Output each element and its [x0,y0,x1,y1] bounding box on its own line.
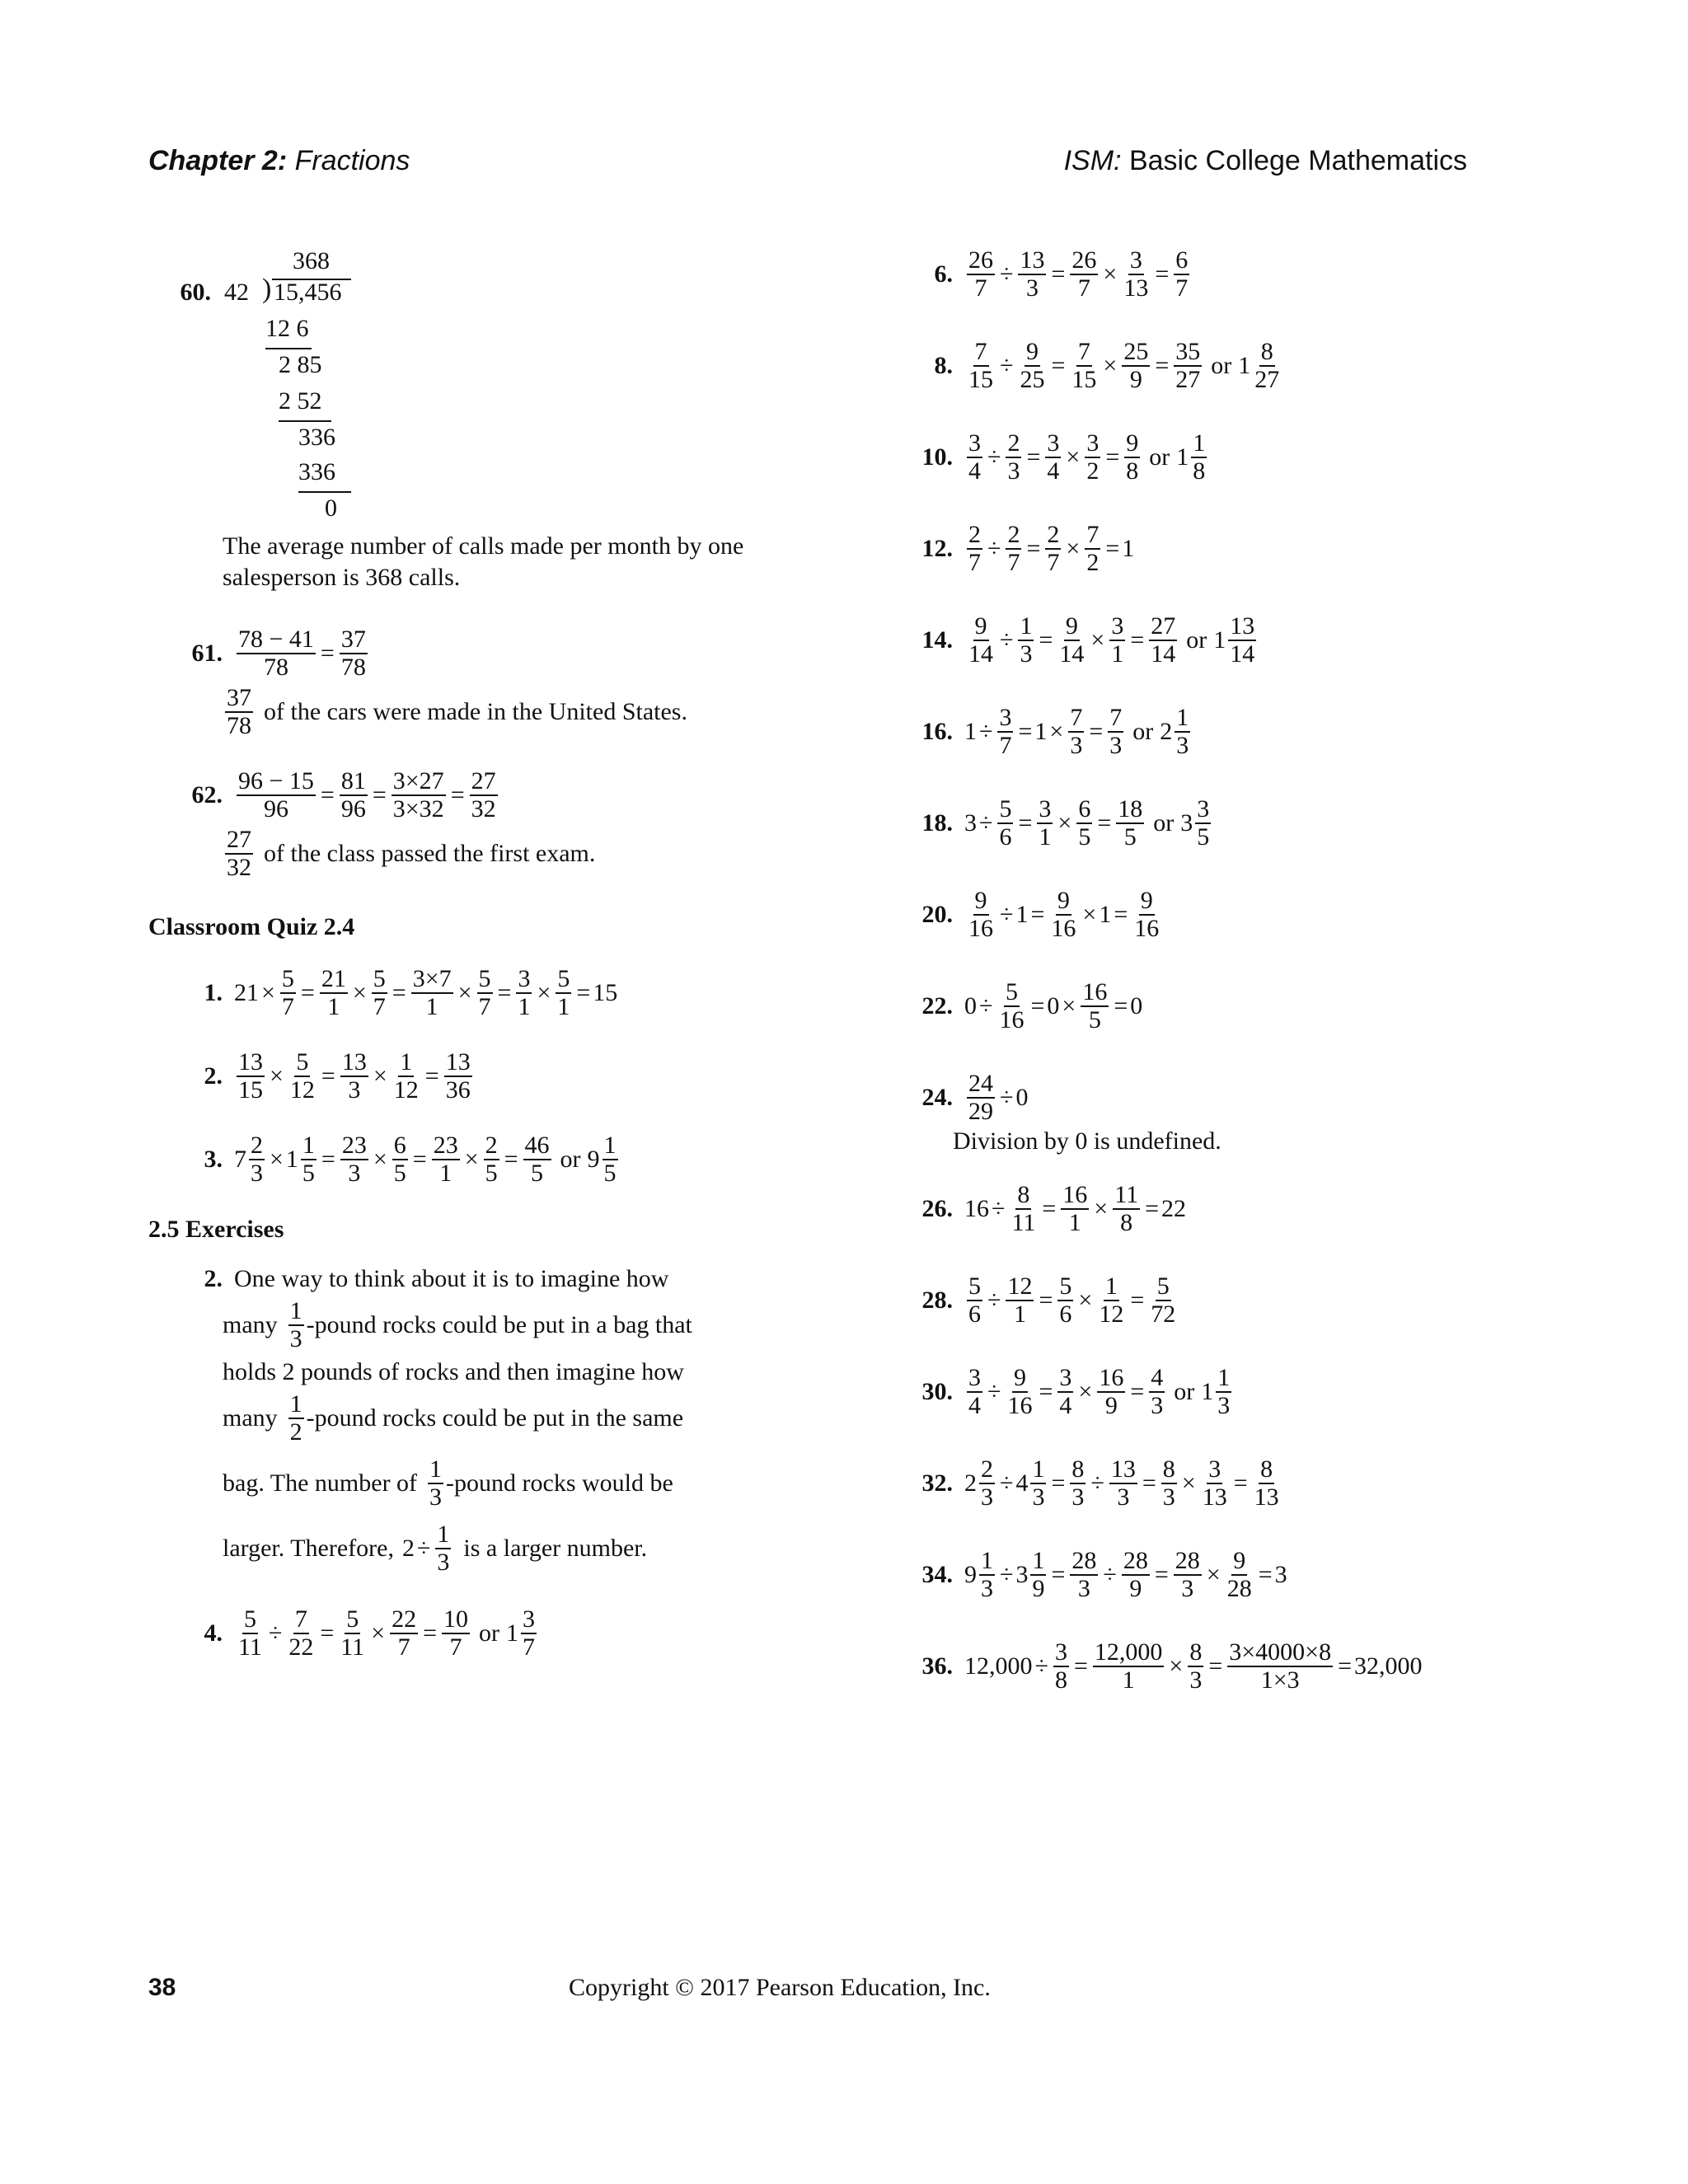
problem-number: 26. [921,1194,953,1222]
text-line: many [223,1404,278,1432]
text-line: many [223,1310,278,1338]
problem-number: 20. [921,900,953,928]
exercise-32 [879,1456,1554,1510]
division-step: 2 52 [279,387,322,415]
exercise-34 [879,1548,1554,1601]
quiz-problem-2 [148,1049,841,1103]
exercise-30 [879,1365,1554,1418]
problem-number: 4. [204,1619,223,1647]
problem-number: 30. [921,1377,953,1405]
equation: $\frac{26}{7}$ ÷ $\frac{13}{3}$ = $\frac{26}{7}$ × $\frac{3}{13}$ = $\frac{6}{7}$ [968,246,1189,302]
exercise-20 [879,888,1554,941]
equation: $\frac{78 - 41}{78}$ = $\frac{37}{78}$ [238,626,366,681]
right-column [879,247,1554,1693]
problem-number: 10. [921,443,953,471]
division-step: 12 6 [265,315,309,342]
chapter-title: Fractions [294,145,410,176]
text-line: is a larger number. [463,1534,648,1562]
exercise-36 [879,1639,1554,1693]
exercise-16 [879,705,1554,758]
exercise-10 [879,430,1554,484]
exercise-24 [879,1071,1554,1124]
equation: 16 ÷ $\frac{8}{11}$ = $\frac{16}{1}$ × $\frac{11}{8}$ = 22 [964,1181,1187,1236]
exercise-2: 2. One way to think about it is to imagine how many $\frac{1}{3}$ -pound rocks could be put in a bag that holds 2 pounds of rocks and then imagine how many $\frac{1}{2}$ -pound rocks could be put in the same bag. The number of $\frac{1}{3}$ -pound rocks would be larger. Therefore, 2 ÷ $\frac{1}{3}$ is a larger number. [148,1263,841,1575]
problem-number: 32. [921,1469,953,1497]
problem-number: 16. [921,717,953,745]
problem-number: 6. [934,260,953,288]
equation: 2 $\frac{2}{3}$ ÷ 4 $\frac{1}{3}$ = $\frac{8}{3}$ ÷ $\frac{13}{3}$ = $\frac{8}{3}$ × $\frac{3}{13}$ = $\frac{8}{13}$ [964,1455,1279,1511]
page-number: 38 [148,1974,176,2001]
exercise-6 [879,247,1554,301]
division-step: 0 [325,494,337,522]
exercise-24-note: Division by 0 is undefined. [953,1127,1221,1155]
exercise-18 [879,796,1554,850]
chapter-label: Chapter 2: [148,145,288,176]
problem-number: 2. [204,1265,223,1292]
equation: $\frac{3}{4}$ ÷ $\frac{9}{16}$ = $\frac{3}{4}$ × $\frac{16}{9}$ = $\frac{4}{3}$ or 1 $\frac{1}{3}$ [968,1364,1231,1419]
equation: 7 $\frac{2}{3}$ × 1 $\frac{1}{5}$ = $\frac{23}{3}$ × $\frac{6}{5}$ = $\frac{23}{1}$ × $\frac{2}{5}$ = $\frac{46}{5}$ or 9 $\frac{1}{5}$ [234,1132,617,1187]
division-step: 336 [298,458,335,485]
division-step: 336 [298,424,335,451]
equation: 3 ÷ $\frac{5}{6}$ = $\frac{3}{1}$ × $\frac{6}{5}$ = $\frac{18}{5}$ or 3 $\frac{3}{5}$ [964,795,1210,851]
step-line [279,420,331,422]
equation: 0 ÷ $\frac{5}{16}$ = 0 × $\frac{16}{5}$ = 0 [964,978,1143,1033]
problem-number: 22. [921,991,953,1019]
text-line: holds 2 pounds of rocks and then imagine how [223,1358,684,1385]
problem-number: 36. [921,1652,953,1680]
book-label: ISM: [1063,145,1122,176]
problem-number: 1. [204,978,223,1006]
equation: 21 × $\frac{5}{7}$ = $\frac{21}{1}$ × $\frac{5}{7}$ = $\frac{3\times 7}{1}$ × $\frac{5}{7}$ = $\frac{3}{1}$ × $\frac{5}{1}$ = 15 [234,965,618,1020]
problem-number: 18. [921,808,953,837]
division-step: 2 85 [279,351,322,378]
chapter-header [148,145,410,177]
book-title: Basic College Mathematics [1128,145,1467,176]
exercise-8 [879,339,1554,392]
problem-60 [148,247,841,527]
exercise-26 [879,1182,1554,1235]
section-heading-exercises: 2.5 Exercises [148,1216,284,1243]
exercise-4 [148,1606,841,1660]
equation: $\frac{9}{16}$ ÷ 1 = $\frac{9}{16}$ × 1 = $\frac{9}{16}$ [968,887,1160,942]
section-heading-quiz: Classroom Quiz 2.4 [148,913,355,940]
step-line [298,491,351,493]
equation: $\frac{5}{6}$ ÷ $\frac{12}{1}$ = $\frac{5}{6}$ × $\frac{1}{12}$ = $\frac{5}{72}$ [968,1272,1176,1328]
problem-number: 2. [204,1062,223,1090]
copyright-notice: Copyright © 2017 Pearson Education, Inc. [569,1974,991,2001]
quotient: 368 [293,247,330,274]
problem-number: 28. [921,1286,953,1314]
text-line: -pound rocks could be put in a bag that [306,1310,692,1338]
exercise-22 [879,979,1554,1033]
equation: $\frac{9}{14}$ ÷ $\frac{1}{3}$ = $\frac{9}{14}$ × $\frac{3}{1}$ = $\frac{27}{14}$ or 1 $\frac{13}{14}$ [968,612,1255,668]
problem-61 [148,626,841,680]
equation: $\frac{3}{4}$ ÷ $\frac{2}{3}$ = $\frac{3}{4}$ × $\frac{3}{2}$ = $\frac{9}{8}$ or 1 $\frac{1}{8}$ [968,429,1206,485]
quiz-problem-1 [148,966,841,1019]
problem-61-answer: $\frac{37}{78}$ of the cars were made in the United States. [227,684,687,739]
problem-62-answer: $\frac{27}{32}$ of the class passed the first exam. [227,826,596,881]
exercise-14 [879,613,1554,667]
text-line: One way to think about it is to imagine how [234,1265,669,1292]
problem-number: 60. [180,279,211,306]
problem-number: 12. [921,534,953,562]
dividend: 15,456 [274,279,342,306]
problem-60-answer: The average number of calls made per month by one salesperson is 368 calls. [223,532,744,591]
problem-number: 61. [191,639,223,667]
left-column [148,247,841,1660]
divisor: 42 [224,279,249,306]
equation: $\frac{7}{15}$ ÷ $\frac{9}{25}$ = $\frac{7}{15}$ × $\frac{25}{9}$ = $\frac{35}{27}$ or 1 $\frac{8}{27}$ [968,338,1280,393]
book-header [1064,145,1467,177]
equation: $\frac{96 - 15}{96}$ = $\frac{81}{96}$ = $\frac{3\times 27}{3\times 32}$ = $\frac{27}{32}$ [238,767,496,823]
equation: 1 ÷ $\frac{3}{7}$ = 1 × $\frac{7}{3}$ = $\frac{7}{3}$ or 2 $\frac{1}{3}$ [964,704,1189,759]
equation: $\frac{24}{29}$ ÷ 0 [968,1070,1029,1125]
equation: $\frac{5}{11}$ ÷ $\frac{7}{22}$ = $\frac{5}{11}$ × $\frac{22}{7}$ = $\frac{10}{7}$ or 1 $\frac{3}{7}$ [238,1605,536,1661]
exercise-12 [879,522,1554,575]
equation: $\frac{13}{15}$ × $\frac{5}{12}$ = $\frac{13}{3}$ × $\frac{1}{12}$ = $\frac{13}{36}$ [238,1048,471,1104]
equation: 12,000 ÷ $\frac{3}{8}$ = $\frac{12,000}{1}$ × $\frac{8}{3}$ = $\frac{3\times 4000\times 8}{1\times 3}$ = 32,000 [964,1638,1423,1694]
problem-number: 14. [921,626,953,654]
exercise-28 [879,1273,1554,1327]
division-bracket: ) [262,274,272,304]
answer-text: of the cars were made in the United States. [264,697,687,725]
quiz-problem-3 [148,1132,841,1186]
problem-number: 8. [934,351,953,379]
problem-number: 34. [921,1560,953,1588]
problem-number: 62. [191,780,223,808]
text-line: larger. Therefore, [223,1534,394,1562]
answer-text: of the class passed the first exam. [264,839,596,867]
problem-number: 3. [204,1145,223,1173]
text-line: bag. The number of [223,1469,418,1497]
equation: 9 $\frac{1}{3}$ ÷ 3 $\frac{1}{9}$ = $\frac{28}{3}$ ÷ $\frac{28}{9}$ = $\frac{28}{3}$ × $\frac{9}{28}$ = 3 [964,1547,1287,1602]
equation: $\frac{2}{7}$ ÷ $\frac{2}{7}$ = $\frac{2}{7}$ × $\frac{7}{2}$ = 1 [968,521,1135,576]
text-line: -pound rocks would be [446,1469,673,1497]
problem-number: 24. [921,1083,953,1111]
problem-62 [148,768,841,822]
step-line [265,348,312,349]
text-line: -pound rocks could be put in the same [306,1404,684,1432]
